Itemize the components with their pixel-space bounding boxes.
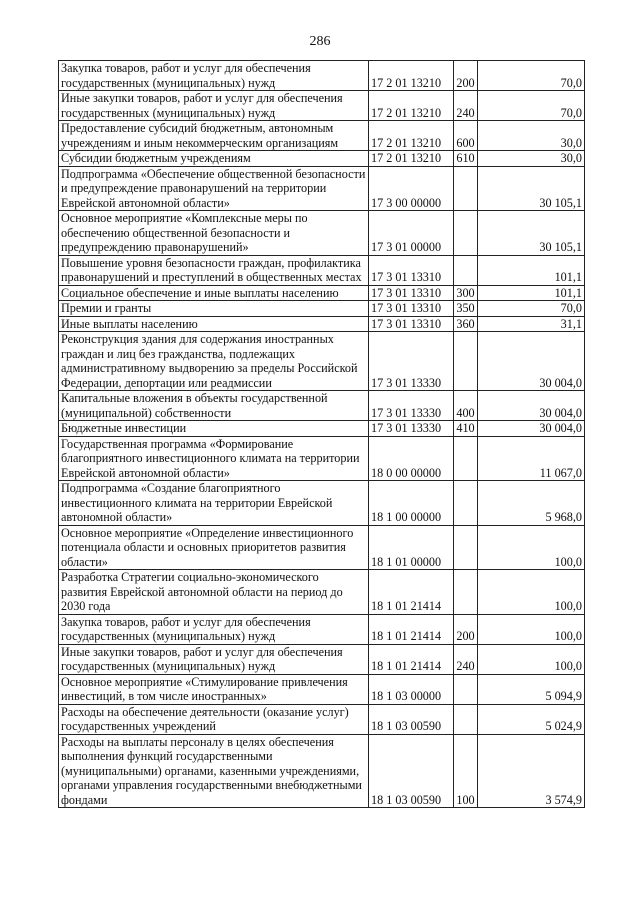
row-code: 18 1 03 00000: [369, 674, 454, 704]
table-row: [59, 166, 585, 211]
row-name: Государственная программа «Формирование благоприятного инвестиционного климата на территории Еврейской автономной области»: [59, 436, 369, 481]
row-amount: 100,0: [478, 525, 585, 570]
row-name: Расходы на обеспечение деятельности (оказание услуг) государственных учреждений: [59, 704, 369, 734]
row-expense-type: [454, 332, 478, 391]
row-expense-type: 200: [454, 614, 478, 644]
row-amount: 100,0: [478, 614, 585, 644]
table-row: [59, 121, 585, 151]
table-row: [59, 285, 585, 301]
row-expense-type: [454, 255, 478, 285]
row-code: 17 3 01 13330: [369, 421, 454, 437]
row-amount: 30,0: [478, 121, 585, 151]
budget-table: [58, 60, 585, 808]
table-row: [59, 570, 585, 615]
row-code: 17 3 01 13310: [369, 255, 454, 285]
row-name: Закупка товаров, работ и услуг для обеспечения государственных (муниципальных) нужд: [59, 61, 369, 91]
row-name: Иные закупки товаров, работ и услуг для обеспечения государственных (муниципальных) нужд: [59, 91, 369, 121]
row-name: Капитальные вложения в объекты государственной (муниципальной) собственности: [59, 391, 369, 421]
table-row: [59, 674, 585, 704]
row-code: 17 3 01 00000: [369, 211, 454, 256]
row-code: 18 1 01 21414: [369, 570, 454, 615]
row-expense-type: [454, 704, 478, 734]
row-name: Иные выплаты населению: [59, 316, 369, 332]
row-name: Закупка товаров, работ и услуг для обеспечения государственных (муниципальных) нужд: [59, 614, 369, 644]
row-amount: 5 094,9: [478, 674, 585, 704]
row-name: Подпрограмма «Создание благоприятного инвестиционного климата на территории Еврейской автономной области»: [59, 481, 369, 526]
row-code: 17 3 01 13310: [369, 316, 454, 332]
row-code: 17 3 01 13310: [369, 301, 454, 317]
row-expense-type: 240: [454, 644, 478, 674]
budget-table-body: [59, 61, 585, 808]
row-amount: 30 004,0: [478, 421, 585, 437]
table-row: [59, 436, 585, 481]
row-amount: 30 105,1: [478, 211, 585, 256]
row-name: Реконструкция здания для содержания иностранных граждан и лиц без гражданства, подлежащих административному выдворению за пределы Российской Федерации, депортации или реадмиссии: [59, 332, 369, 391]
table-row: [59, 332, 585, 391]
row-code: 17 2 01 13210: [369, 151, 454, 167]
table-row: [59, 391, 585, 421]
row-amount: 5 968,0: [478, 481, 585, 526]
row-expense-type: [454, 211, 478, 256]
row-expense-type: [454, 481, 478, 526]
row-name: Расходы на выплаты персоналу в целях обеспечения выполнения функций государственными (муниципальными) органами, казенными учреждениями, органами управления государственными внебюджетными фондами: [59, 734, 369, 808]
row-amount: 30 004,0: [478, 391, 585, 421]
row-code: 17 3 01 13310: [369, 285, 454, 301]
table-row: [59, 421, 585, 437]
table-row: [59, 91, 585, 121]
row-code: 18 1 03 00590: [369, 704, 454, 734]
row-code: 18 1 01 21414: [369, 614, 454, 644]
row-code: 17 2 01 13210: [369, 121, 454, 151]
row-expense-type: 300: [454, 285, 478, 301]
table-row: [59, 525, 585, 570]
row-amount: 70,0: [478, 91, 585, 121]
row-expense-type: [454, 570, 478, 615]
row-amount: 30,0: [478, 151, 585, 167]
row-code: 17 3 00 00000: [369, 166, 454, 211]
row-amount: 30 105,1: [478, 166, 585, 211]
row-expense-type: 240: [454, 91, 478, 121]
row-expense-type: 100: [454, 734, 478, 808]
row-expense-type: 410: [454, 421, 478, 437]
row-expense-type: [454, 525, 478, 570]
table-row: [59, 644, 585, 674]
row-name: Основное мероприятие «Стимулирование привлечения инвестиций, в том числе иностранных»: [59, 674, 369, 704]
row-amount: 101,1: [478, 285, 585, 301]
row-code: 18 1 03 00590: [369, 734, 454, 808]
row-amount: 101,1: [478, 255, 585, 285]
table-row: [59, 211, 585, 256]
row-name: Предоставление субсидий бюджетным, автономным учреждениям и иным некоммерческим организациям: [59, 121, 369, 151]
row-code: 17 3 01 13330: [369, 332, 454, 391]
table-row: [59, 316, 585, 332]
row-code: 17 3 01 13330: [369, 391, 454, 421]
row-code: 18 1 01 00000: [369, 525, 454, 570]
table-row: [59, 301, 585, 317]
row-expense-type: [454, 436, 478, 481]
row-expense-type: 600: [454, 121, 478, 151]
row-code: 18 1 00 00000: [369, 481, 454, 526]
table-row: [59, 614, 585, 644]
row-amount: 3 574,9: [478, 734, 585, 808]
table-row: [59, 255, 585, 285]
row-amount: 31,1: [478, 316, 585, 332]
row-amount: 100,0: [478, 570, 585, 615]
row-amount: 100,0: [478, 644, 585, 674]
row-amount: 70,0: [478, 301, 585, 317]
row-amount: 11 067,0: [478, 436, 585, 481]
row-name: Повышение уровня безопасности граждан, профилактика правонарушений и преступлений в общественных местах: [59, 255, 369, 285]
row-expense-type: 610: [454, 151, 478, 167]
table-row: [59, 481, 585, 526]
row-expense-type: 350: [454, 301, 478, 317]
row-name: Подпрограмма «Обеспечение общественной безопасности и предупреждение правонарушений на территории Еврейской автономной области»: [59, 166, 369, 211]
row-name: Премии и гранты: [59, 301, 369, 317]
row-code: 18 1 01 21414: [369, 644, 454, 674]
table-row: [59, 734, 585, 808]
row-expense-type: [454, 674, 478, 704]
row-amount: 30 004,0: [478, 332, 585, 391]
row-name: Субсидии бюджетным учреждениям: [59, 151, 369, 167]
row-name: Бюджетные инвестиции: [59, 421, 369, 437]
table-row: [59, 61, 585, 91]
row-expense-type: 360: [454, 316, 478, 332]
row-name: Основное мероприятие «Определение инвестиционного потенциала области и основных приоритетов развития области»: [59, 525, 369, 570]
row-expense-type: 200: [454, 61, 478, 91]
row-name: Иные закупки товаров, работ и услуг для обеспечения государственных (муниципальных) нужд: [59, 644, 369, 674]
row-name: Разработка Стратегии социально-экономического развития Еврейской автономной области на период до 2030 года: [59, 570, 369, 615]
row-code: 18 0 00 00000: [369, 436, 454, 481]
row-expense-type: 400: [454, 391, 478, 421]
table-row: [59, 704, 585, 734]
row-expense-type: [454, 166, 478, 211]
row-code: 17 2 01 13210: [369, 91, 454, 121]
row-amount: 70,0: [478, 61, 585, 91]
row-amount: 5 024,9: [478, 704, 585, 734]
table-row: [59, 151, 585, 167]
row-code: 17 2 01 13210: [369, 61, 454, 91]
page-number: 286: [309, 34, 331, 49]
row-name: Основное мероприятие «Комплексные меры по обеспечению общественной безопасности и предупреждению правонарушений»: [59, 211, 369, 256]
row-name: Социальное обеспечение и иные выплаты населению: [59, 285, 369, 301]
